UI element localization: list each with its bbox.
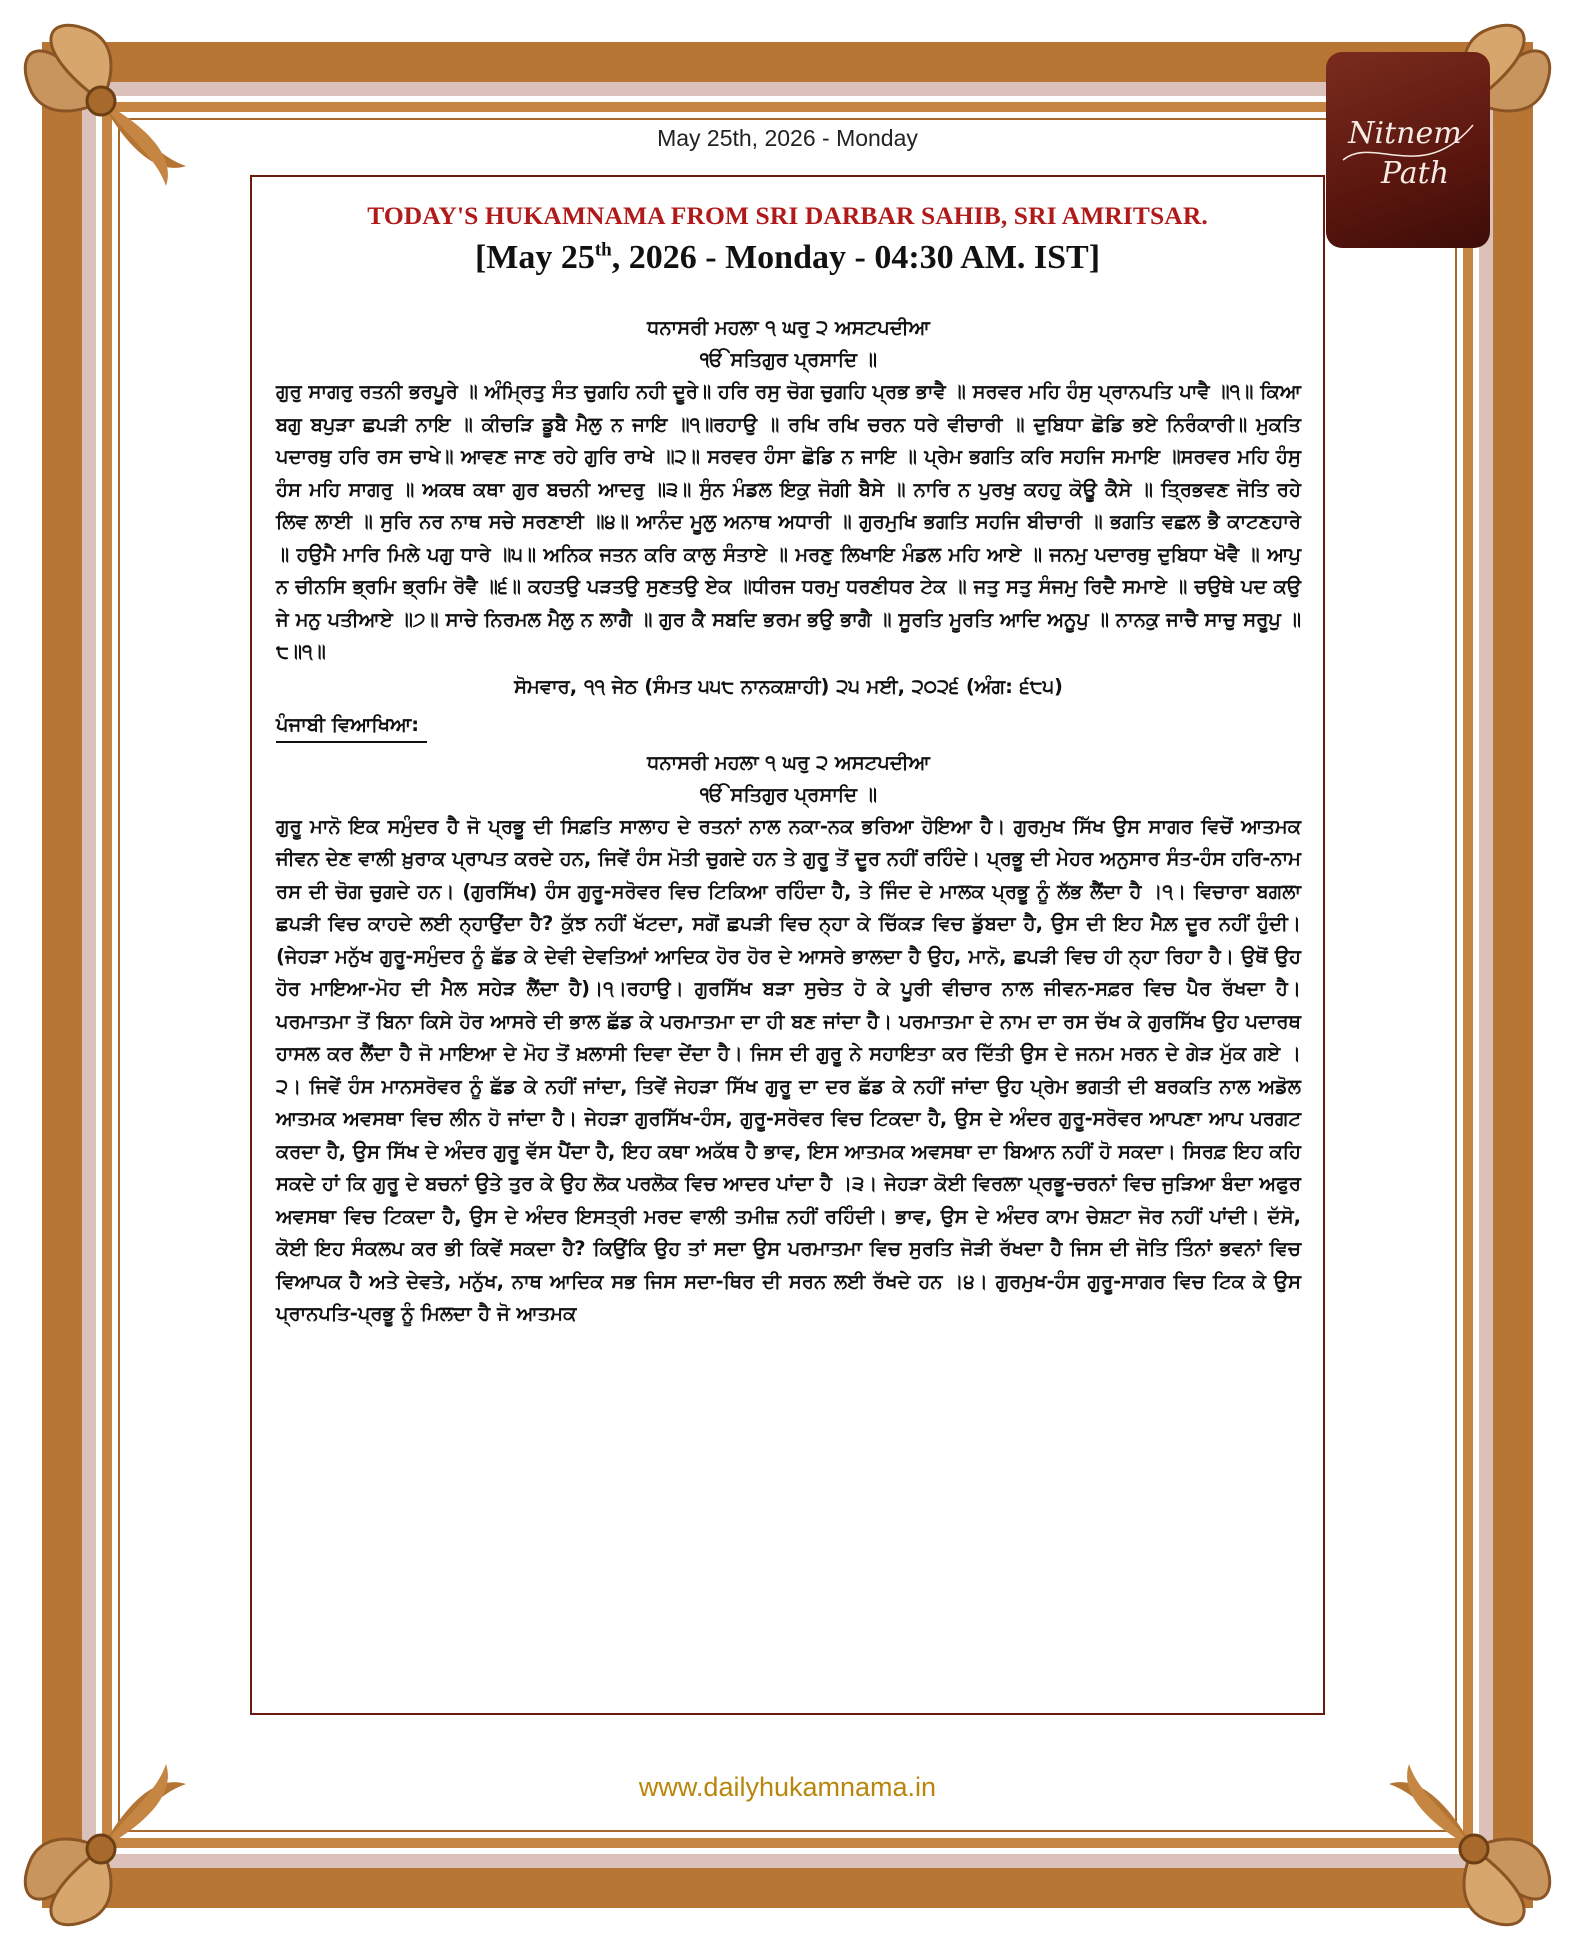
subtitle-suffix: th bbox=[594, 239, 612, 261]
hukamnama-body bbox=[276, 312, 1301, 1331]
svg-text:Path: Path bbox=[1380, 156, 1450, 191]
footer-url: www.dailyhukamnama.in bbox=[638, 1772, 937, 1802]
vyakhya-label: ਪੰਜਾਬੀ ਵਿਆਖਿਆ: bbox=[276, 709, 427, 743]
page-subtitle bbox=[252, 239, 1323, 277]
content-box bbox=[250, 175, 1325, 1715]
vyakhya-invocation: ੴ ਸਤਿਗੁਰ ਪ੍ਰਸਾਦਿ ॥ bbox=[699, 782, 878, 806]
subtitle-date: [May 25 bbox=[474, 239, 595, 276]
gurbani-invocation: ੴ ਸਤਿਗੁਰ ਪ੍ਰਸਾਦਿ ॥ bbox=[699, 348, 878, 371]
date-top: May 25th, 2026 - Monday bbox=[657, 125, 918, 151]
svg-text:Nitnem: Nitnem bbox=[1348, 116, 1462, 151]
page-title: TODAY'S HUKAMNAMA FROM SRI DARBAR SAHIB, SRI AMRITSAR. bbox=[367, 201, 1208, 230]
gurbani-heading: ਧਨਾਸਰੀ ਮਹਲਾ ੧ ਘਰੁ ੨ ਅਸਟਪਦੀਆ bbox=[647, 316, 930, 339]
vyakhya-text: ਗੁਰੂ ਮਾਨੋ ਇਕ ਸਮੁੰਦਰ ਹੈ ਜੋ ਪ੍ਰਭੂ ਦੀ ਸਿਫ਼ਤਿ ਸਾਲਾਹ ਦੇ ਰਤਨਾਂ ਨਾਲ ਨਕਾ-ਨਕ ਭਰਿਆ ਹੋਇਆ ਹੈ। ਗੁਰਮੁਖ ਸਿੱਖ ਉਸ ਸਾਗਰ ਵਿਚੋਂ ਆਤਮਕ ਜੀਵਨ ਦੇਣ ਵਾਲੀ ਖ਼ੁਰਾਕ ਪ੍ਰਾਪਤ ਕਰਦੇ ਹਨ, ਜਿਵੇਂ ਹੰਸ ਮੋਤੀ ਚੁਗਦੇ ਹਨ ਤੇ ਗੁਰੂ ਤੋਂ ਦੂਰ ਨਹੀਂ ਰਹਿੰਦੇ। ਪ੍ਰਭੂ ਦੀ ਮੇਹਰ ਅਨੁਸਾਰ ਸੰਤ-ਹੰਸ ਹਰਿ-ਨਾਮ ਰਸ ਦੀ ਚੋਗ ਚੁਗਦੇ ਹਨ। (ਗੁਰਸਿੱਖ) ਹੰਸ ਗੁਰੂ-ਸਰੋਵਰ ਵਿਚ ਟਿਕਿਆ ਰਹਿੰਦਾ ਹੈ, ਤੇ ਜਿੰਦ ਦੇ ਮਾਲਕ ਪ੍ਰਭੂ ਨੂੰ ਲੱਭ ਲੈਂਦਾ ਹੈ ।੧। ਵਿਚਾਰਾ ਬਗਲਾ ਛਪੜੀ ਵਿਚ ਕਾਹਦੇ ਲਈ ਨ੍ਹਾਉਂਦਾ ਹੈ? ਕੁੱਝ ਨਹੀਂ ਖੱਟਦਾ, ਸਗੋਂ ਛਪੜੀ ਵਿਚ ਨ੍ਹਾ ਕੇ ਚਿੱਕੜ ਵਿਚ ਡੁੱਬਦਾ ਹੈ, ਉਸ ਦੀ ਇਹ ਮੈਲ਼ ਦੂਰ ਨਹੀਂ ਹੁੰਦੀ। (ਜੇਹੜਾ ਮਨੁੱਖ ਗੁਰੂ-ਸਮੁੰਦਰ ਨੂੰ ਛੱਡ ਕੇ ਦੇਵੀ ਦੇਵਤਿਆਂ ਆਦਿਕ ਹੋਰ ਹੋਰ ਦੇ ਆਸਰੇ ਭਾਲਦਾ ਹੈ ਉਹ, ਮਾਨੋ, ਛਪੜੀ ਵਿਚ ਹੀ ਨ੍ਹਾ ਰਿਹਾ ਹੈ। ਉਥੋਂ ਉਹ ਹੋਰ ਮਾਇਆ-ਮੋਹ ਦੀ ਮੈਲ ਸਹੇੜ ਲੈਂਦਾ ਹੈ)।੧।ਰਹਾਉ। ਗੁਰਸਿੱਖ ਬੜਾ ਸੁਚੇਤ ਹੋ ਕੇ ਪੂਰੀ ਵੀਚਾਰ ਨਾਲ ਜੀਵਨ-ਸਫ਼ਰ ਵਿਚ ਪੈਰ ਰੱਖਦਾ ਹੈ। ਪਰਮਾਤਮਾ ਤੋਂ ਬਿਨਾ ਕਿਸੇ ਹੋਰ ਆਸਰੇ ਦੀ ਭਾਲ ਛੱਡ ਕੇ ਪਰਮਾਤਮਾ ਦਾ ਹੀ ਬਣ ਜਾਂਦਾ ਹੈ। ਪਰਮਾਤਮਾ ਦੇ ਨਾਮ ਦਾ ਰਸ ਚੱਖ ਕੇ ਗੁਰਸਿੱਖ ਉਹ ਪਦਾਰਥ ਹਾਸਲ ਕਰ ਲੈਂਦਾ ਹੈ ਜੋ ਮਾਇਆ ਦੇ ਮੋਹ ਤੋਂ ਖ਼ਲਾਸੀ ਦਿਵਾ ਦੇਂਦਾ ਹੈ। ਜਿਸ ਦੀ ਗੁਰੂ ਨੇ ਸਹਾਇਤਾ ਕਰ ਦਿੱਤੀ ਉਸ ਦੇ ਜਨਮ ਮਰਨ ਦੇ ਗੇੜ ਮੁੱਕ ਗਏ ।੨। ਜਿਵੇਂ ਹੰਸ ਮਾਨਸਰੋਵਰ ਨੂੰ ਛੱਡ ਕੇ ਨਹੀਂ ਜਾਂਦਾ, ਤਿਵੇਂ ਜੇਹੜਾ ਸਿੱਖ ਗੁਰੂ ਦਾ ਦਰ ਛੱਡ ਕੇ ਨਹੀਂ ਜਾਂਦਾ ਉਹ ਪ੍ਰੇਮ ਭਗਤੀ ਦੀ ਬਰਕਤਿ ਨਾਲ ਅਡੋਲ ਆਤਮਕ ਅਵਸਥਾ ਵਿਚ ਲੀਨ ਹੋ ਜਾਂਦਾ ਹੈ। ਜੇਹੜਾ ਗੁਰਸਿੱਖ-ਹੰਸ, ਗੁਰੂ-ਸਰੋਵਰ ਵਿਚ ਟਿਕਦਾ ਹੈ, ਉਸ ਦੇ ਅੰਦਰ ਗੁਰੂ-ਸਰੋਵਰ ਆਪਣਾ ਆਪ ਪਰਗਟ ਕਰਦਾ ਹੈ, ਉਸ ਸਿੱਖ ਦੇ ਅੰਦਰ ਗੁਰੂ ਵੱਸ ਪੈਂਦਾ ਹੈ, ਇਹ ਕਥਾ ਅਕੱਥ ਹੈ ਭਾਵ, ਇਸ ਆਤਮਕ ਅਵਸਥਾ ਦਾ ਬਿਆਨ ਨਹੀਂ ਹੋ ਸਕਦਾ। ਸਿਰਫ਼ ਇਹ ਕਹਿ ਸਕਦੇ ਹਾਂ ਕਿ ਗੁਰੂ ਦੇ ਬਚਨਾਂ ਉਤੇ ਤੁਰ ਕੇ ਉਹ ਲੋਕ ਪਰਲੋਕ ਵਿਚ ਆਦਰ ਪਾਂਦਾ ਹੈ ।੩। ਜੇਹੜਾ ਕੋਈ ਵਿਰਲਾ ਪ੍ਰਭੂ-ਚਰਨਾਂ ਵਿਚ ਜੁੜਿਆ ਬੰਦਾ ਅਫੁਰ ਅਵਸਥਾ ਵਿਚ ਟਿਕਦਾ ਹੈ, ਉਸ ਦੇ ਅੰਦਰ ਇਸਤ੍ਰੀ ਮਰਦ ਵਾਲੀ ਤਮੀਜ਼ ਨਹੀਂ ਰਹਿੰਦੀ। ਭਾਵ, ਉਸ ਦੇ ਅੰਦਰ ਕਾਮ ਚੇਸ਼ਟਾ ਜੋਰ ਨਹੀਂ ਪਾਂਦੀ। ਦੱਸੋ, ਕੋਈ ਇਹ ਸੰਕਲਪ ਕਰ ਭੀ ਕਿਵੇਂ ਸਕਦਾ ਹੈ? ਕਿਉਂਕਿ ਉਹ ਤਾਂ ਸਦਾ ਉਸ ਪਰਮਾਤਮਾ ਵਿਚ ਸੁਰਤਿ ਜੋੜੀ ਰੱਖਦਾ ਹੈ ਜਿਸ ਦੀ ਜੋਤਿ ਤਿੰਨਾਂ ਭਵਨਾਂ ਵਿਚ ਵਿਆਪਕ ਹੈ ਅਤੇ ਦੇਵਤੇ, ਮਨੁੱਖ, ਨਾਥ ਆਦਿਕ ਸਭ ਜਿਸ ਸਦਾ-ਥਿਰ ਦੀ ਸਰਨ ਲਈ ਰੱਖਦੇ ਹਨ ।੪। ਗੁਰਮੁਖ-ਹੰਸ ਗੁਰੂ-ਸਾਗਰ ਵਿਚ ਟਿਕ ਕੇ ਉਸ ਪ੍ਰਾਨਪਤਿ-ਪ੍ਰਭੂ ਨੂੰ ਮਿਲਦਾ ਹੈ ਜੋ ਆਤਮਕ bbox=[276, 814, 1301, 1325]
gurbani-date-ang: ਸੋਮਵਾਰ, ੧੧ ਜੇਠ (ਸੰਮਤ ੫੫੮ ਨਾਨਕਸ਼ਾਹੀ) ੨੫ ਮਈ, ੨੦੨੬ (ਅੰਗ: ੬੮੫) bbox=[514, 674, 1063, 698]
gurbani-text: ਗੁਰੁ ਸਾਗਰੁ ਰਤਨੀ ਭਰਪੂਰੇ ॥ ਅੰਮ੍ਰਿਤੁ ਸੰਤ ਚੁਗਹਿ ਨਹੀ ਦੂਰੇ॥ ਹਰਿ ਰਸੁ ਚੋਗ ਚੁਗਹਿ ਪ੍ਰਭ ਭਾਵੈ ॥ ਸਰਵਰ ਮਹਿ ਹੰਸੁ ਪ੍ਰਾਨਪਤਿ ਪਾਵੈ ॥੧॥ ਕਿਆ ਬਗੁ ਬਪੁੜਾ ਛਪੜੀ ਨਾਇ ॥ ਕੀਚੜਿ ਡੂਬੈ ਮੈਲੁ ਨ ਜਾਇ ॥੧॥ਰਹਾਉ ॥ ਰਖਿ ਰਖਿ ਚਰਨ ਧਰੇ ਵੀਚਾਰੀ ॥ ਦੁਬਿਧਾ ਛੋਡਿ ਭਏ ਨਿਰੰਕਾਰੀ॥ ਮੁਕਤਿ ਪਦਾਰਥੁ ਹਰਿ ਰਸ ਚਾਖੇ॥ ਆਵਣ ਜਾਣ ਰਹੇ ਗੁਰਿ ਰਾਖੇ ॥੨॥ ਸਰਵਰ ਹੰਸਾ ਛੋਡਿ ਨ ਜਾਇ ॥ ਪ੍ਰੇਮ ਭਗਤਿ ਕਰਿ ਸਹਜਿ ਸਮਾਇ ॥ਸਰਵਰ ਮਹਿ ਹੰਸੁ ਹੰਸ ਮਹਿ ਸਾਗਰੁ ॥ ਅਕਥ ਕਥਾ ਗੁਰ ਬਚਨੀ ਆਦਰੁ ॥੩॥ ਸੁੰਨ ਮੰਡਲ ਇਕੁ ਜੋਗੀ ਬੈਸੇ ॥ ਨਾਰਿ ਨ ਪੁਰਖੁ ਕਹਹੁ ਕੋਊ ਕੈਸੇ ॥ ਤ੍ਰਿਭਵਣ ਜੋਤਿ ਰਹੇ ਲਿਵ ਲਾਈ ॥ ਸੁਰਿ ਨਰ ਨਾਥ ਸਚੇ ਸਰਣਾਈ ॥੪॥ ਆਨੰਦ ਮੂਲੁ ਅਨਾਥ ਅਧਾਰੀ ॥ ਗੁਰਮੁਖਿ ਭਗਤਿ ਸਹਜਿ ਬੀਚਾਰੀ ॥ ਭਗਤਿ ਵਛਲ ਭੈ ਕਾਟਣਹਾਰੇ ॥ ਹਉਮੈ ਮਾਰਿ ਮਿਲੇ ਪਗੁ ਧਾਰੇ ॥੫॥ ਅਨਿਕ ਜਤਨ ਕਰਿ ਕਾਲੁ ਸੰਤਾਏ ॥ ਮਰਣੁ ਲਿਖਾਇ ਮੰਡਲ ਮਹਿ ਆਏ ॥ ਜਨਮੁ ਪਦਾਰਥੁ ਦੁਬਿਧਾ ਖੋਵੈ ॥ ਆਪੁ ਨ ਚੀਨਸਿ ਭ੍ਰਮਿ ਭ੍ਰਮਿ ਰੋਵੈ ॥੬॥ ਕਹਤਉ ਪੜਤਉ ਸੁਣਤਉ ਏਕ ॥ਧੀਰਜ ਧਰਮੁ ਧਰਣੀਧਰ ਟੇਕ ॥ ਜਤੁ ਸਤੁ ਸੰਜਮੁ ਰਿਦੈ ਸਮਾਏ ॥ ਚਉਥੇ ਪਦ ਕਉ ਜੇ ਮਨੁ ਪਤੀਆਏ ॥੭॥ ਸਾਚੇ ਨਿਰਮਲ ਮੈਲੁ ਨ ਲਾਗੈ ॥ ਗੁਰ ਕੈ ਸਬਦਿ ਭਰਮ ਭਉ ਭਾਗੈ ॥ ਸੂਰਤਿ ਮੂਰਤਿ ਆਦਿ ਅਨੂਪੁ ॥ ਨਾਨਕੁ ਜਾਚੈ ਸਾਚੁ ਸਰੂਪੁ ॥੮॥੧॥ bbox=[276, 380, 1301, 663]
subtitle-rest: , 2026 - Monday - 04:30 AM. IST] bbox=[611, 239, 1101, 276]
vyakhya-heading: ਧਨਾਸਰੀ ਮਹਲਾ ੧ ਘਰੁ ੨ ਅਸਟਪਦੀਆ bbox=[647, 750, 930, 774]
ribbon-bow-icon bbox=[6, 6, 196, 196]
